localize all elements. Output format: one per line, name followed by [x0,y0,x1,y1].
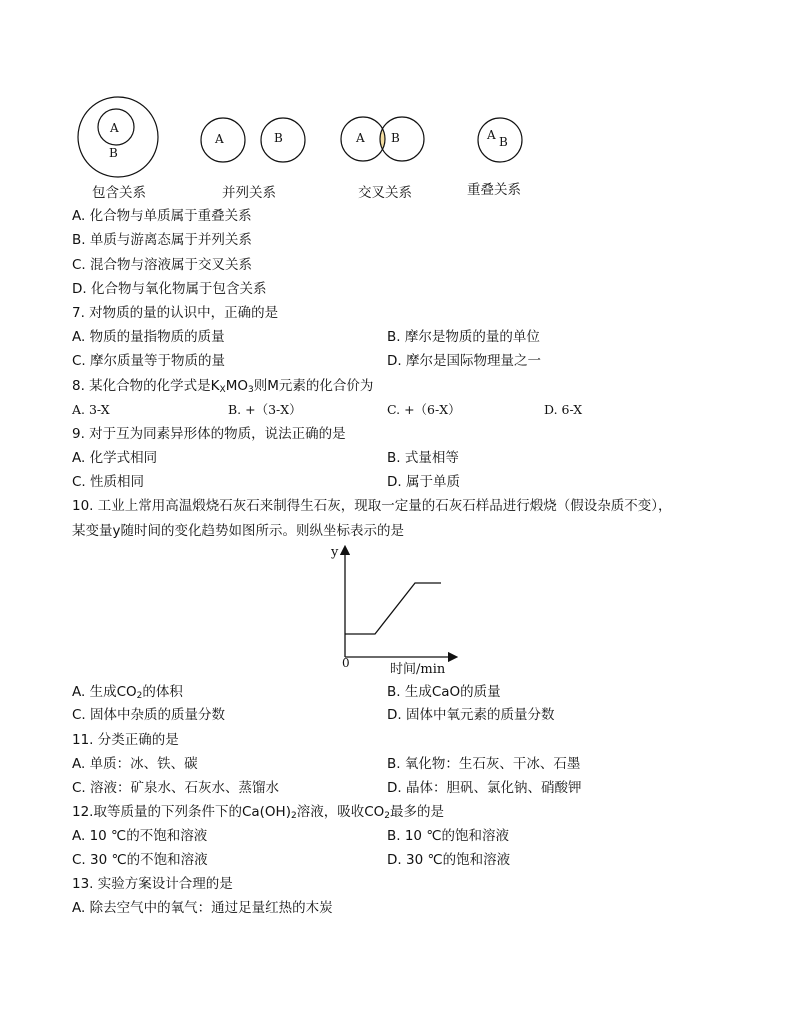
q7-option-d: D. 摩尔是国际物理量之一 [387,353,541,369]
graph-origin-label: 0 [342,656,350,670]
q12-option-d: D. 30 ℃的饱和溶液 [387,852,511,868]
q12-option-c: C. 30 ℃的不饱和溶液 [72,852,208,868]
q12-sub-1: 2 [290,811,297,821]
q10-option-c: C. 固体中杂质的质量分数 [72,707,226,723]
venn-parallel-circle-b [261,118,305,162]
q11-option-c: C. 溶液：矿泉水、石灰水、蒸馏水 [72,780,280,796]
graph-curve [345,583,441,634]
q7-stem: 7. 对物质的量的认识中，正确的是 [72,305,279,321]
q8-sub-x: X [219,385,226,395]
q7-option-b: B. 摩尔是物质的量的单位 [387,329,540,345]
venn-caption-coincident: 重叠关系 [467,182,521,198]
venn-label-b-coincident: B [499,135,508,149]
q6-option-d: D. 化合物与氧化物属于包含关系 [72,281,267,297]
q9-option-a: A. 化学式相同 [72,450,158,466]
q9-stem: 9. 对于互为同素异形体的物质，说法正确的是 [72,426,346,442]
graph-y-label: y [331,545,339,560]
q6-option-c: C. 混合物与溶液属于交叉关系 [72,257,253,273]
q12-stem-mid: 溶液，吸收CO [296,804,385,820]
q8-sub-3: 3 [247,385,254,395]
graph-x-label: 时间/min [390,662,446,677]
q11-option-d: D. 晶体：胆矾、氯化钠、硝酸钾 [387,780,582,796]
q12-option-a: A. 10 ℃的不饱和溶液 [72,828,208,844]
q8-option-a: A. 3-X [72,402,110,417]
q10-stem-line2: 某变量y随时间的变化趋势如图所示。则纵坐标表示的是 [72,523,404,539]
q8-option-b: B. +（3-X） [228,402,302,417]
q8-option-c: C. +（6-X） [387,402,461,417]
q13-option-a: A. 除去空气中的氧气：通过足量红热的木炭 [72,900,333,916]
q11-option-b: B. 氧化物：生石灰、干冰、石墨 [387,756,581,772]
q10-option-a-sub: 2 [136,691,143,701]
q10-option-a-pre: A. 生成CO [72,684,137,700]
q12-stem [72,803,444,825]
q7-option-a: A. 物质的量指物质的质量 [72,329,225,345]
q6-option-b: B. 单质与游离态属于并列关系 [72,232,252,248]
venn-label-a-coincident: A [487,128,496,142]
venn-label-a-cross: A [356,131,365,145]
q9-option-b: B. 式量相等 [387,450,459,466]
venn-caption-cross: 交叉关系 [358,185,412,201]
venn-label-a-parallel: A [215,132,224,146]
q11-stem: 11. 分类正确的是 [72,732,179,748]
venn-label-a-inclusion: A [110,121,119,135]
q8-stem [72,377,373,399]
q9-option-d: D. 属于单质 [387,474,460,490]
q10-stem-line1: 10. 工业上常用高温煅烧石灰石来制得生石灰，现取一定量的石灰石样品进行煅烧（假设杂质不变）， [72,498,672,514]
venn-label-b-cross: B [391,131,400,145]
q6-option-a: A. 化合物与单质属于重叠关系 [72,208,252,224]
q11-option-a: A. 单质：冰、铁、碳 [72,756,198,772]
venn-label-b-parallel: B [274,131,283,145]
q12-option-b: B. 10 ℃的饱和溶液 [387,828,509,844]
q12-stem-pre: 12.取等质量的下列条件下的Ca(OH) [72,804,291,820]
q8-formula-mo: MO [225,378,248,394]
q10-option-d: D. 固体中氧元素的质量分数 [387,707,555,723]
venn-diagrams [0,0,794,200]
q10-option-a-post: 的体积 [142,684,183,700]
q12-stem-post: 最多的是 [390,804,445,820]
q12-sub-2: 2 [384,811,391,821]
venn-caption-parallel: 并列关系 [222,185,276,201]
venn-label-b-inclusion: B [109,146,118,160]
q8-option-d: D. 6-X [544,402,583,417]
q10-option-b: B. 生成CaO的质量 [387,684,501,700]
q10-option-a [72,683,183,705]
q9-option-c: C. 性质相同 [72,474,145,490]
q8-stem-post: 则M元素的化合价为 [253,378,374,394]
q13-stem: 13. 实验方案设计合理的是 [72,876,233,892]
venn-cross-circle-b [380,117,424,161]
q7-option-c: C. 摩尔质量等于物质的量 [72,353,226,369]
q8-stem-pre: 8. 某化合物的化学式是K [72,378,220,394]
venn-caption-inclusion: 包含关系 [92,185,146,201]
